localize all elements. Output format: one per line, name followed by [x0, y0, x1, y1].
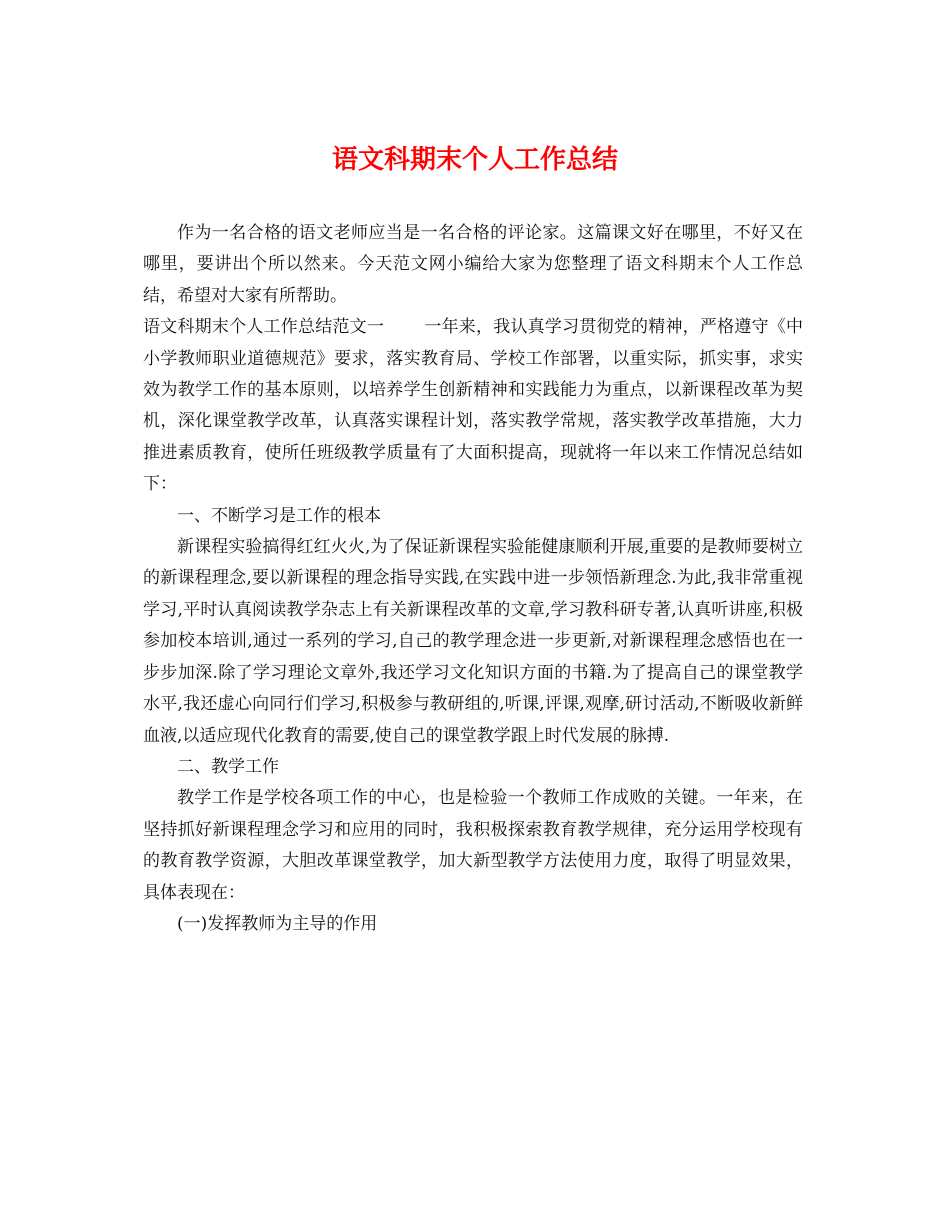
- sample-paragraph: [143, 312, 803, 500]
- document-title: 语文科期末个人工作总结: [331, 145, 618, 175]
- document-body: [143, 218, 803, 940]
- sample-text: 一年来，我认真学习贯彻党的精神，严格遵守《中小学教师职业道德规范》要求，落实教育局、学校工作部署，以重实际，抓实事，求实效为教学工作的基本原则，以培养学生创新精神和实践能力为重点，以新课程改革为契机，深化课堂教学改革，认真落实课程计划，落实教学常规，落实教学改革措施，大力推进素质教育，使所任班级教学质量有了大面积提高，现就将一年以来工作情况总结如下：: [143, 317, 804, 495]
- intro-paragraph: 作为一名合格的语文老师应当是一名合格的评论家。这篇课文好在哪里，不好又在哪里，要讲出个所以然来。今天范文网小编给大家为您整理了语文科期末个人工作总结，希望对大家有所帮助。: [143, 223, 803, 306]
- section2-heading: 二、教学工作: [177, 756, 279, 777]
- subsection1-heading: (一)发挥教师为主导的作用: [177, 913, 378, 934]
- section2-paragraph: 教学工作是学校各项工作的中心，也是检验一个教师工作成败的关键。一年来，在坚持抓好新课程理念学习和应用的同时，我积极探索教育教学规律，充分运用学校现有的教育教学资源，大胆改革课堂教学，加大新型教学方法使用力度，取得了明显效果，具体表现在：: [143, 788, 803, 903]
- section1-heading: 一、不断学习是工作的根本: [177, 505, 381, 526]
- sample-heading: 语文科期末个人工作总结范文一: [143, 317, 385, 338]
- section1-paragraph: 新课程实验搞得红红火火,为了保证新课程实验能健康顺利开展,重要的是教师要树立的新课程理念,要以新课程的理念指导实践,在实践中进一步领悟新理念.为此,我非常重视学习,平时认真阅读教学杂志上有关新课程改革的文章,学习教科研专著,认真听讲座,积极参加校本培训,通过一系列的学习,自己的教学理念进一步更新,对新课程理念感悟也在一步步加深.除了学习理论文章外,我还学习文化知识方面的书籍.为了提高自己的课堂教学水平,我还虚心向同行们学习,积极参与教研组的,听课,评课,观摩,研讨活动,不断吸收新鲜血液,以适应现代化教育的需要,使自己的课堂教学跟上时代发展的脉搏.: [143, 537, 803, 746]
